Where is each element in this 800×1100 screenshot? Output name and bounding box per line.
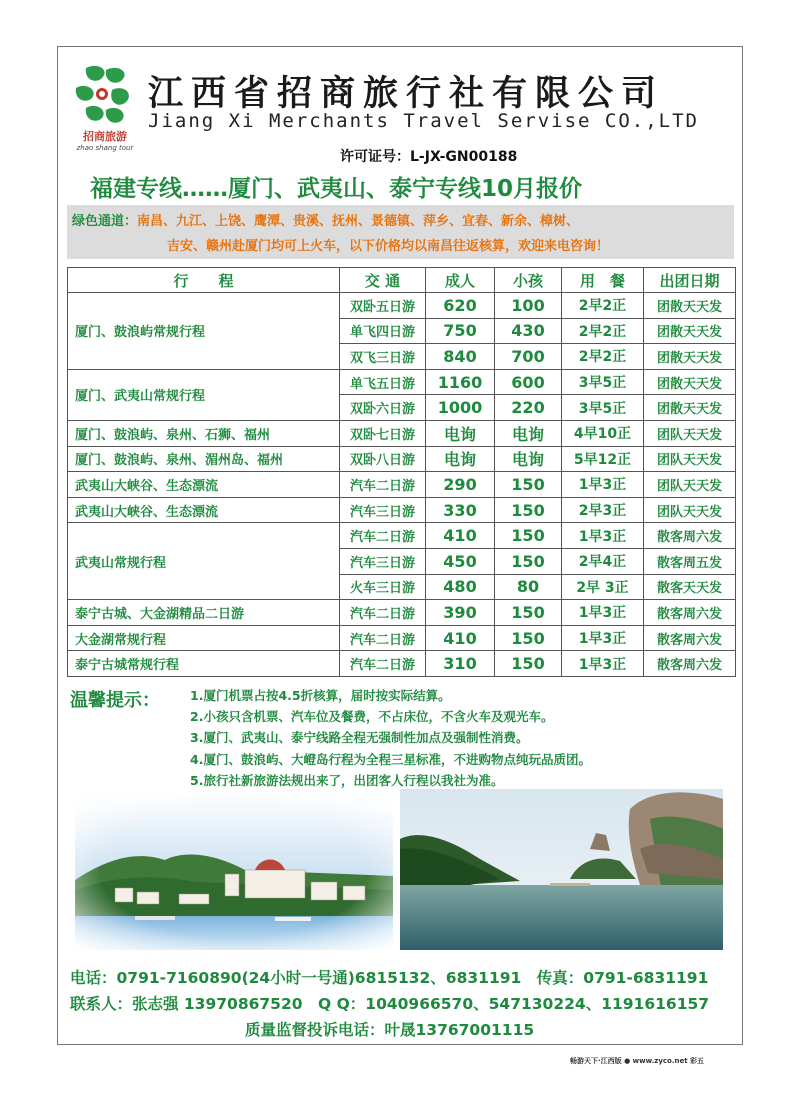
adult-price-cell: 410 [426, 523, 495, 549]
route-cell: 武夷山常规行程 [68, 523, 340, 600]
child-price-cell: 220 [495, 395, 562, 421]
meals-cell: 4早10正 [562, 420, 644, 446]
transport-cell: 汽车二日游 [340, 651, 426, 677]
departure-cell: 散客周五发 [644, 548, 736, 574]
adult-price-cell: 390 [426, 600, 495, 626]
table-row [68, 420, 736, 446]
transport-cell: 汽车三日游 [340, 497, 426, 523]
tip-item: 2.小孩只含机票、汽车位及餐费，不占床位，不含火车及观光车。 [190, 709, 554, 725]
transport-cell: 汽车二日游 [340, 472, 426, 498]
departure-cell: 团队天天发 [644, 497, 736, 523]
header-meals: 用 餐 [562, 268, 644, 293]
child-price-cell: 150 [495, 548, 562, 574]
tips-title: 温馨提示： [70, 690, 160, 711]
table-row [68, 369, 736, 395]
header-transport: 交 通 [340, 268, 426, 293]
route-cell: 厦门、鼓浪屿、泉州、湄州岛、福州 [68, 446, 340, 472]
departure-cell: 散客周六发 [644, 625, 736, 651]
company-name-cn: 江西省招商旅行社有限公司 [148, 73, 665, 114]
route-cell: 泰宁古城常规行程 [68, 651, 340, 677]
meals-cell: 2早 3正 [562, 574, 644, 600]
departure-cell: 团队天天发 [644, 446, 736, 472]
company-logo-icon [72, 64, 136, 126]
meals-cell: 2早2正 [562, 318, 644, 344]
transport-cell: 汽车二日游 [340, 625, 426, 651]
departure-cell: 团队天天发 [644, 472, 736, 498]
adult-price-cell: 840 [426, 344, 495, 370]
transport-cell: 汽车三日游 [340, 548, 426, 574]
table-row [68, 600, 736, 626]
transport-cell: 双卧六日游 [340, 395, 426, 421]
tip-item: 5.旅行社新旅游法规出来了，出团客人行程以我社为准。 [190, 772, 504, 788]
child-price-cell: 600 [495, 369, 562, 395]
page-footer: 畅游天下·江西版 ● www.zyco.net 彩五 [570, 1057, 705, 1065]
adult-price-cell: 330 [426, 497, 495, 523]
adult-price-cell: 410 [426, 625, 495, 651]
adult-price-cell: 1160 [426, 369, 495, 395]
table-row [68, 625, 736, 651]
child-price-cell: 电询 [495, 446, 562, 472]
logo-subtext: zhao shang tour [76, 144, 134, 152]
child-price-cell: 150 [495, 651, 562, 677]
table-row [68, 497, 736, 523]
departure-cell: 散客周六发 [644, 523, 736, 549]
departure-cell: 团散天天发 [644, 395, 736, 421]
green-channel-cities: 南昌、九江、上饶、鹰潭、贵溪、抚州、景德镇、萍乡、宜春、新余、樟树、 [137, 214, 580, 229]
tip-item: 1.厦门机票占按4.5折核算，届时按实际结算。 [190, 688, 451, 703]
route-cell: 厦门、鼓浪屿、泉州、石狮、福州 [68, 420, 340, 446]
transport-cell: 火车三日游 [340, 574, 426, 600]
contact-phone: 电话：0791-7160890(24小时一号通)6815132、6831191 传真：0791-6831191 [70, 969, 709, 987]
departure-cell: 散客周六发 [644, 600, 736, 626]
departure-cell: 团散天天发 [644, 369, 736, 395]
meals-cell: 2早2正 [562, 293, 644, 319]
child-price-cell: 80 [495, 574, 562, 600]
departure-cell: 团散天天发 [644, 318, 736, 344]
meals-cell: 1早3正 [562, 600, 644, 626]
adult-price-cell: 电询 [426, 420, 495, 446]
meals-cell: 1早3正 [562, 523, 644, 549]
adult-price-cell: 1000 [426, 395, 495, 421]
meals-cell: 2早4正 [562, 548, 644, 574]
header-child: 小孩 [495, 268, 562, 293]
green-channel-line1 [72, 210, 579, 229]
transport-cell: 汽车二日游 [340, 600, 426, 626]
route-cell: 泰宁古城、大金湖精品二日游 [68, 600, 340, 626]
table-row [68, 446, 736, 472]
table-row [68, 651, 736, 677]
green-channel-line2: 吉安、赣州赴厦门均可上火车，以下价格均以南昌往返核算，欢迎来电咨询！ [167, 239, 610, 254]
header-adult: 成人 [426, 268, 495, 293]
departure-cell: 团散天天发 [644, 293, 736, 319]
route-cell: 武夷山大峡谷、生态漂流 [68, 472, 340, 498]
route-cell: 大金湖常规行程 [68, 625, 340, 651]
adult-price-cell: 电询 [426, 446, 495, 472]
license-number: 许可证号：L-JX-GN00188 [340, 149, 518, 165]
transport-cell: 双飞三日游 [340, 344, 426, 370]
transport-cell: 双卧五日游 [340, 293, 426, 319]
meals-cell: 1早3正 [562, 651, 644, 677]
child-price-cell: 700 [495, 344, 562, 370]
child-price-cell: 150 [495, 600, 562, 626]
adult-price-cell: 310 [426, 651, 495, 677]
transport-cell: 单飞五日游 [340, 369, 426, 395]
green-channel-label: 绿色通道： [72, 214, 138, 229]
transport-cell: 单飞四日游 [340, 318, 426, 344]
complaint-phone: 质量监督投诉电话：叶晟13767001115 [245, 1021, 535, 1039]
route-cell: 武夷山大峡谷、生态漂流 [68, 497, 340, 523]
transport-cell: 双卧八日游 [340, 446, 426, 472]
child-price-cell: 150 [495, 625, 562, 651]
table-header-row [68, 268, 736, 293]
adult-price-cell: 750 [426, 318, 495, 344]
child-price-cell: 150 [495, 497, 562, 523]
route-cell: 厦门、武夷山常规行程 [68, 369, 340, 420]
meals-cell: 2早3正 [562, 497, 644, 523]
adult-price-cell: 290 [426, 472, 495, 498]
meals-cell: 3早5正 [562, 395, 644, 421]
adult-price-cell: 450 [426, 548, 495, 574]
departure-cell: 散客周六发 [644, 651, 736, 677]
table-row [68, 293, 736, 319]
departure-cell: 团队天天发 [644, 420, 736, 446]
departure-cell: 散客天天发 [644, 574, 736, 600]
transport-cell: 汽车二日游 [340, 523, 426, 549]
child-price-cell: 100 [495, 293, 562, 319]
meals-cell: 1早3正 [562, 625, 644, 651]
route-cell: 厦门、鼓浪屿常规行程 [68, 293, 340, 370]
price-table [67, 267, 736, 677]
tip-item: 3.厦门、武夷山、泰宁线路全程无强制性加点及强制性消费。 [190, 730, 529, 746]
meals-cell: 1早3正 [562, 472, 644, 498]
child-price-cell: 150 [495, 472, 562, 498]
tips-list [190, 685, 591, 791]
header-departure: 出团日期 [644, 268, 736, 293]
header-route: 行 程 [68, 268, 340, 293]
table-row [68, 472, 736, 498]
xiamen-photo [75, 790, 393, 950]
adult-price-cell: 480 [426, 574, 495, 600]
logo-text: 招商旅游 [83, 130, 127, 143]
meals-cell: 2早2正 [562, 344, 644, 370]
adult-price-cell: 620 [426, 293, 495, 319]
contact-person: 联系人：张志强 13970867520 Q Q：1040966570、547130224、1191616157 [70, 995, 710, 1013]
meals-cell: 5早12正 [562, 446, 644, 472]
child-price-cell: 430 [495, 318, 562, 344]
wuyishan-photo [400, 789, 723, 950]
departure-cell: 团散天天发 [644, 344, 736, 370]
child-price-cell: 150 [495, 523, 562, 549]
table-row [68, 523, 736, 549]
child-price-cell: 电询 [495, 420, 562, 446]
meals-cell: 3早5正 [562, 369, 644, 395]
company-name-en: Jiang Xi Merchants Travel Servise CO.,LTD [148, 110, 699, 132]
tip-item: 4.厦门、鼓浪屿、大嶝岛行程为全程三星标准，不进购物点纯玩品质团。 [190, 751, 591, 767]
transport-cell: 双卧七日游 [340, 420, 426, 446]
page-headline: 福建专线……厦门、武夷山、泰宁专线10月报价 [90, 176, 583, 202]
